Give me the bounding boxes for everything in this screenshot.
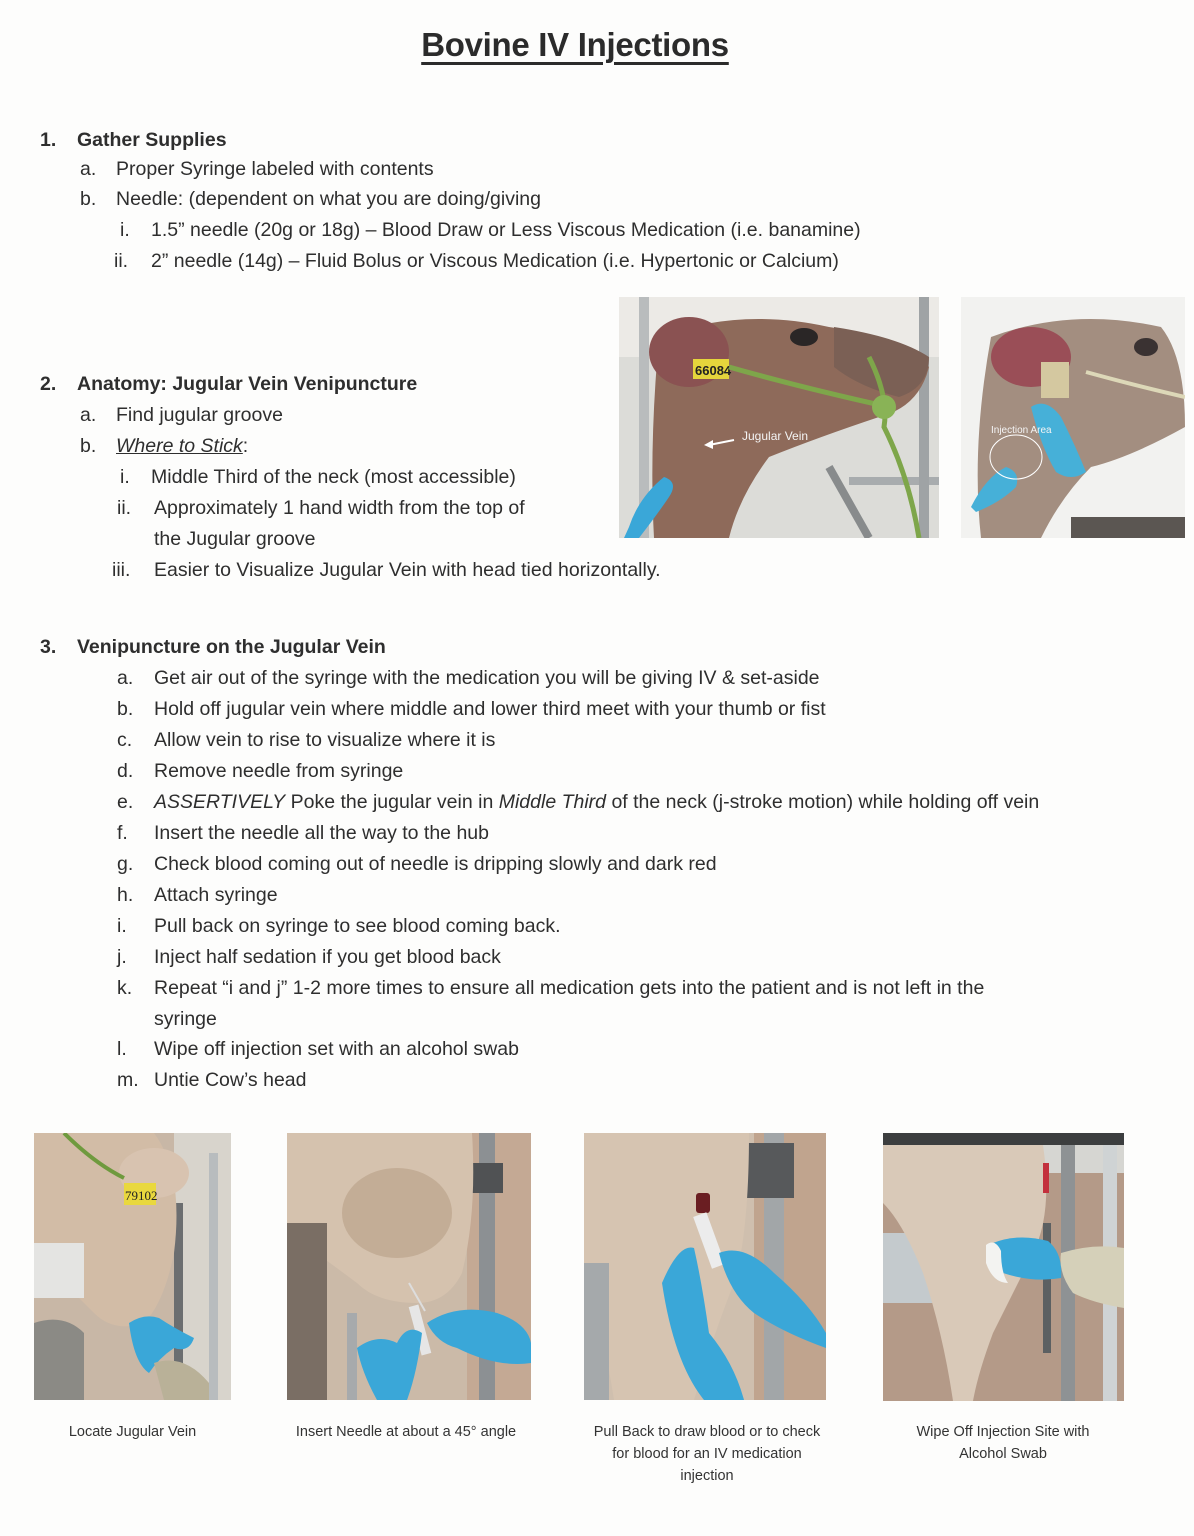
list-text: Poke the jugular vein in (285, 791, 499, 813)
list-marker: j. (117, 946, 127, 968)
list-item (117, 790, 1039, 814)
list-item (80, 403, 283, 427)
list-item (117, 852, 717, 876)
section-1-heading (40, 128, 227, 152)
list-text: Check blood coming out of needle is dripping slowly and dark red (154, 853, 717, 875)
list-marker: f. (117, 822, 128, 844)
list-item (117, 883, 278, 907)
list-text: Hold off jugular vein where middle and lower third meet with your thumb or fist (154, 698, 826, 720)
list-marker: i. (120, 219, 130, 241)
list-marker: d. (117, 760, 134, 782)
list-item-continuation: syringe (154, 1008, 217, 1030)
step-caption (34, 1421, 231, 1443)
caption-line: Wipe Off Injection Site with (916, 1424, 1090, 1440)
section-3-heading (40, 635, 386, 659)
list-text: Insert the needle all the way to the hub (154, 822, 489, 844)
list-item (117, 914, 560, 938)
list-text: Easier to Visualize Jugular Vein with head tied horizontally. (154, 559, 661, 581)
caption-line: for blood for an IV medication (612, 1446, 802, 1462)
list-item (117, 697, 826, 721)
list-marker: iii. (112, 559, 131, 581)
list-item (80, 434, 248, 458)
section-title: Venipuncture on the Jugular Vein (77, 636, 386, 658)
step-caption (280, 1421, 532, 1443)
list-marker: a. (117, 667, 134, 689)
list-marker: l. (117, 1038, 127, 1060)
photo-annotation: Jugular Vein (742, 429, 809, 443)
list-subitem-continuation: the Jugular groove (154, 528, 316, 550)
list-text: 1.5” needle (20g or 18g) – Blood Draw or Less Viscous Medication (i.e. banamine) (151, 219, 861, 241)
list-marker: ii. (117, 497, 132, 519)
list-marker: i. (117, 915, 127, 937)
step-photo-pull-back (584, 1133, 826, 1400)
list-text: Inject half sedation if you get blood back (154, 946, 501, 968)
section-2-heading (40, 372, 417, 396)
photo-jugular-vein (619, 297, 939, 538)
list-item (80, 157, 434, 181)
list-marker: a. (80, 158, 97, 180)
list-text: Untie Cow’s head (154, 1069, 307, 1091)
section-number: 2. (40, 373, 57, 395)
list-text: Remove needle from syringe (154, 760, 404, 782)
list-subitem (112, 558, 661, 582)
list-marker: g. (117, 853, 134, 875)
list-item (117, 666, 820, 690)
list-text: Pull back on syringe to see blood coming back. (154, 915, 561, 937)
section-title: Gather Supplies (77, 129, 227, 151)
list-item (117, 1068, 306, 1092)
list-subitem (117, 496, 525, 520)
list-marker: b. (80, 435, 97, 457)
list-marker: h. (117, 884, 134, 906)
caption-line: Alcohol Swab (959, 1446, 1047, 1462)
step-photo-insert-needle (287, 1133, 531, 1400)
list-item (117, 821, 489, 845)
list-marker: k. (117, 977, 133, 999)
ear-tag-number: 79102 (125, 1188, 158, 1203)
list-text: Middle Third of the neck (most accessible) (151, 466, 516, 488)
step-photo-locate-vein (34, 1133, 231, 1400)
list-text: Get air out of the syringe with the medication you will be giving IV & set-aside (154, 667, 820, 689)
caption-line: Insert Needle at about a 45° angle (295, 1424, 517, 1440)
list-text: Approximately 1 hand width from the top of (154, 497, 525, 519)
list-text: Wipe off injection set with an alcohol swab (154, 1038, 519, 1060)
list-text: Attach syringe (154, 884, 278, 906)
section-number: 1. (40, 129, 57, 151)
list-text: Find jugular groove (116, 404, 283, 426)
list-text: of the neck (j-stroke motion) while holding off vein (606, 791, 1040, 813)
section-number: 3. (40, 636, 57, 658)
step-photo-wipe-site (883, 1133, 1124, 1401)
list-marker: e. (117, 791, 134, 813)
list-marker: i. (120, 466, 130, 488)
step-caption (870, 1421, 1136, 1465)
caption-line: Pull Back to draw blood or to check (593, 1424, 821, 1440)
caption-line: injection (680, 1468, 734, 1484)
list-marker: a. (80, 404, 97, 426)
section-title: Anatomy: Jugular Vein Venipuncture (77, 373, 418, 395)
list-item (117, 945, 501, 969)
caption-line: Locate Jugular Vein (68, 1424, 197, 1440)
list-text: Needle: (dependent on what you are doing/giving (116, 188, 541, 210)
list-text-emphasis: ASSERTIVELY (154, 791, 286, 813)
ear-tag-number: 66084 (695, 363, 732, 378)
list-marker: c. (117, 729, 133, 751)
list-subitem (120, 465, 516, 489)
photo-annotation: Injection Area (991, 425, 1052, 436)
list-item (117, 1037, 519, 1061)
list-text: Proper Syringe labeled with contents (116, 158, 434, 180)
list-marker: m. (117, 1069, 139, 1091)
document-title: Bovine IV Injections (421, 26, 729, 63)
list-subitem (120, 218, 861, 242)
list-item (117, 759, 403, 783)
list-text-emphasis: Middle Third (498, 791, 607, 813)
list-text: Allow vein to rise to visualize where it is (154, 729, 496, 751)
list-marker: ii. (114, 250, 129, 272)
list-text: 2” needle (14g) – Fluid Bolus or Viscous Medication (i.e. Hypertonic or Calcium) (151, 250, 839, 272)
step-caption (572, 1421, 842, 1487)
list-item (117, 976, 984, 1000)
list-text: Repeat “i and j” 1-2 more times to ensure all medication gets into the patient and is not left in the (154, 977, 985, 999)
list-item (117, 728, 495, 752)
photo-injection-area (961, 297, 1185, 538)
list-text: Where to Stick (116, 435, 243, 457)
list-marker: b. (80, 188, 97, 210)
list-subitem (114, 249, 839, 273)
list-marker: b. (117, 698, 134, 720)
list-item (80, 187, 541, 211)
list-text-suffix: : (242, 435, 249, 457)
